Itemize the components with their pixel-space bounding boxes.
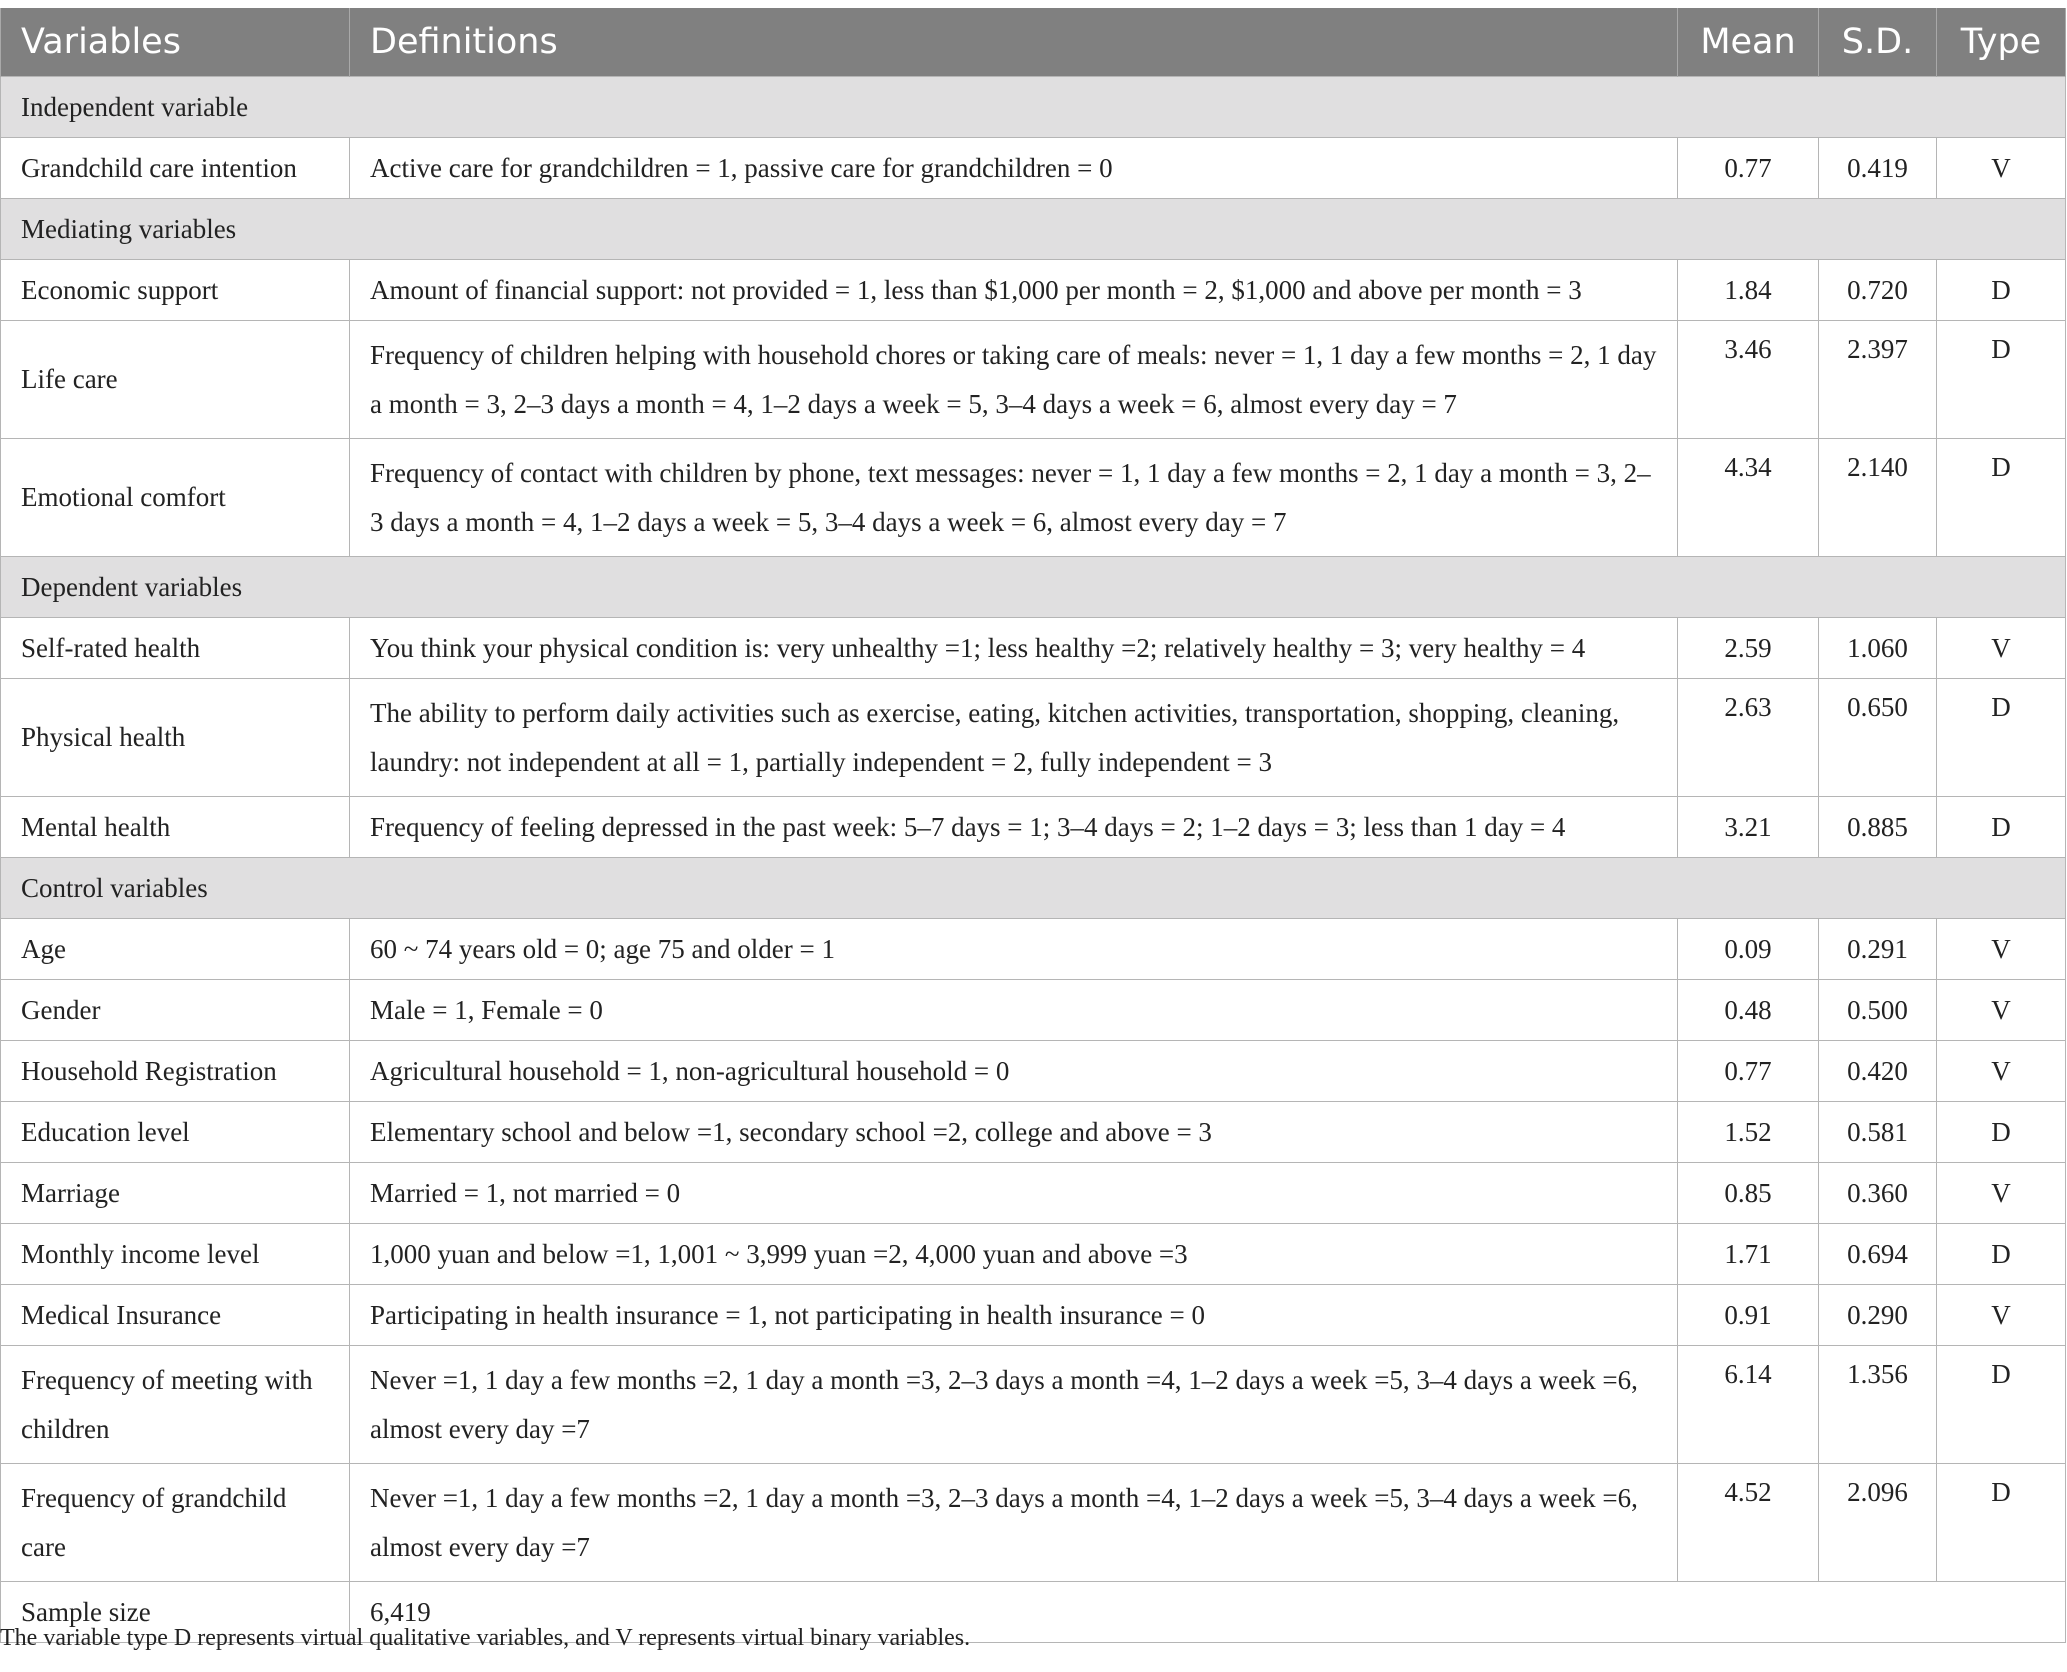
sd-cell: 0.500: [1819, 980, 1937, 1041]
sd-cell: 2.140: [1819, 439, 1937, 557]
section-row: [1, 557, 2066, 618]
type-cell: V: [1937, 980, 2066, 1041]
mean-cell: 3.46: [1678, 321, 1819, 439]
header-sd: S.D.: [1819, 8, 1937, 77]
definition-cell: Never =1, 1 day a few months =2, 1 day a month =3, 2–3 days a month =4, 1–2 days a week =5, 3–4 days a week =6, almost every day =7: [350, 1346, 1678, 1464]
variable-cell: Marriage: [1, 1163, 350, 1224]
definition-cell: Participating in health insurance = 1, not participating in health insurance = 0: [350, 1285, 1678, 1346]
variable-cell: Frequency of meeting with children: [1, 1346, 350, 1464]
type-cell: D: [1937, 260, 2066, 321]
sd-cell: 0.885: [1819, 797, 1937, 858]
table-row: [1, 1163, 2066, 1224]
variable-cell: Grandchild care intention: [1, 138, 350, 199]
sd-cell: 2.096: [1819, 1464, 1937, 1582]
variable-cell: Self-rated health: [1, 618, 350, 679]
section-row: [1, 858, 2066, 919]
variable-cell: Frequency of grandchild care: [1, 1464, 350, 1582]
table-row: [1, 321, 2066, 439]
sample-size-label: Sample size: [1, 1582, 350, 1643]
variable-cell: Life care: [1, 321, 350, 439]
definition-cell: 60 ~ 74 years old = 0; age 75 and older = 1: [350, 919, 1678, 980]
section-title: Dependent variables: [1, 557, 2066, 618]
mean-cell: 0.91: [1678, 1285, 1819, 1346]
definition-cell: Never =1, 1 day a few months =2, 1 day a month =3, 2–3 days a month =4, 1–2 days a week =5, 3–4 days a week =6, almost every day =7: [350, 1464, 1678, 1582]
definition-cell: You think your physical condition is: very unhealthy =1; less healthy =2; relatively healthy = 3; very healthy = 4: [350, 618, 1678, 679]
section-title: Independent variable: [1, 77, 2066, 138]
sd-cell: 0.360: [1819, 1163, 1937, 1224]
section-title: Mediating variables: [1, 199, 2066, 260]
header-definitions: Definitions: [350, 8, 1678, 77]
definition-cell: Amount of financial support: not provided = 1, less than $1,000 per month = 2, $1,000 and above per month = 3: [350, 260, 1678, 321]
mean-cell: 2.63: [1678, 679, 1819, 797]
sample-size-value: 6,419: [350, 1582, 2066, 1643]
table-row: [1, 919, 2066, 980]
mean-cell: 1.52: [1678, 1102, 1819, 1163]
definition-cell: Frequency of children helping with household chores or taking care of meals: never = 1, 1 day a few months = 2, 1 day a month = 3, 2–3 days a month = 4, 1–2 days a week = 5, 3–4 days a week = 6, almost every day = 7: [350, 321, 1678, 439]
definition-cell: Married = 1, not married = 0: [350, 1163, 1678, 1224]
table-row: [1, 1285, 2066, 1346]
type-cell: D: [1937, 321, 2066, 439]
type-cell: D: [1937, 1224, 2066, 1285]
variable-cell: Mental health: [1, 797, 350, 858]
mean-cell: 0.77: [1678, 1041, 1819, 1102]
table-row: [1, 1041, 2066, 1102]
table-row: [1, 138, 2066, 199]
mean-cell: 2.59: [1678, 618, 1819, 679]
definition-cell: The ability to perform daily activities such as exercise, eating, kitchen activities, transportation, shopping, cleaning, laundry: not independent at all = 1, partially independent = 2, fully independent = 3: [350, 679, 1678, 797]
definition-cell: Active care for grandchildren = 1, passive care for grandchildren = 0: [350, 138, 1678, 199]
mean-cell: 1.71: [1678, 1224, 1819, 1285]
section-row: [1, 77, 2066, 138]
table-row: [1, 439, 2066, 557]
definition-cell: 1,000 yuan and below =1, 1,001 ~ 3,999 yuan =2, 4,000 yuan and above =3: [350, 1224, 1678, 1285]
mean-cell: 4.34: [1678, 439, 1819, 557]
sd-cell: 0.291: [1819, 919, 1937, 980]
type-cell: D: [1937, 439, 2066, 557]
section-title: Control variables: [1, 858, 2066, 919]
mean-cell: 0.09: [1678, 919, 1819, 980]
table-row: [1, 618, 2066, 679]
header-type: Type: [1937, 8, 2066, 77]
sd-cell: 1.356: [1819, 1346, 1937, 1464]
sd-cell: 0.720: [1819, 260, 1937, 321]
type-cell: D: [1937, 1346, 2066, 1464]
definition-cell: Male = 1, Female = 0: [350, 980, 1678, 1041]
mean-cell: 4.52: [1678, 1464, 1819, 1582]
definition-cell: Elementary school and below =1, secondary school =2, college and above = 3: [350, 1102, 1678, 1163]
variable-cell: Emotional comfort: [1, 439, 350, 557]
header-mean: Mean: [1678, 8, 1819, 77]
definition-cell: Frequency of feeling depressed in the past week: 5–7 days = 1; 3–4 days = 2; 1–2 days = 3; less than 1 day = 4: [350, 797, 1678, 858]
mean-cell: 0.77: [1678, 138, 1819, 199]
sd-cell: 0.694: [1819, 1224, 1937, 1285]
variable-cell: Household Registration: [1, 1041, 350, 1102]
sd-cell: 1.060: [1819, 618, 1937, 679]
variable-cell: Economic support: [1, 260, 350, 321]
mean-cell: 0.85: [1678, 1163, 1819, 1224]
mean-cell: 3.21: [1678, 797, 1819, 858]
variable-cell: Medical Insurance: [1, 1285, 350, 1346]
definition-cell: Frequency of contact with children by phone, text messages: never = 1, 1 day a few months = 2, 1 day a month = 3, 2–3 days a month = 4, 1–2 days a week = 5, 3–4 days a week = 6, almost every day = 7: [350, 439, 1678, 557]
sd-cell: 0.581: [1819, 1102, 1937, 1163]
table-container: [0, 8, 2065, 1643]
table-row: [1, 679, 2066, 797]
sd-cell: 0.419: [1819, 138, 1937, 199]
definition-cell: Agricultural household = 1, non-agricultural household = 0: [350, 1041, 1678, 1102]
table-row: [1, 1464, 2066, 1582]
variable-cell: Physical health: [1, 679, 350, 797]
sd-cell: 0.290: [1819, 1285, 1937, 1346]
mean-cell: 1.84: [1678, 260, 1819, 321]
variable-cell: Gender: [1, 980, 350, 1041]
table-row: [1, 980, 2066, 1041]
header-row: [1, 8, 2066, 77]
type-cell: V: [1937, 618, 2066, 679]
table-row: [1, 1346, 2066, 1464]
type-cell: V: [1937, 1041, 2066, 1102]
table-row: [1, 1102, 2066, 1163]
variable-cell: Education level: [1, 1102, 350, 1163]
variable-cell: Age: [1, 919, 350, 980]
sd-cell: 0.420: [1819, 1041, 1937, 1102]
sd-cell: 0.650: [1819, 679, 1937, 797]
type-cell: D: [1937, 679, 2066, 797]
table-row: [1, 260, 2066, 321]
type-cell: D: [1937, 797, 2066, 858]
mean-cell: 6.14: [1678, 1346, 1819, 1464]
type-cell: D: [1937, 1102, 2066, 1163]
table-footnote: The variable type D represents virtual qualitative variables, and V represents virtual binary variables.: [0, 1625, 971, 1651]
mean-cell: 0.48: [1678, 980, 1819, 1041]
type-cell: V: [1937, 919, 2066, 980]
variables-table: [0, 8, 2066, 1643]
type-cell: V: [1937, 1163, 2066, 1224]
header-variables: Variables: [1, 8, 350, 77]
section-row: [1, 199, 2066, 260]
sd-cell: 2.397: [1819, 321, 1937, 439]
type-cell: V: [1937, 138, 2066, 199]
table-row: [1, 1224, 2066, 1285]
variable-cell: Monthly income level: [1, 1224, 350, 1285]
type-cell: V: [1937, 1285, 2066, 1346]
type-cell: D: [1937, 1464, 2066, 1582]
table-row: [1, 797, 2066, 858]
